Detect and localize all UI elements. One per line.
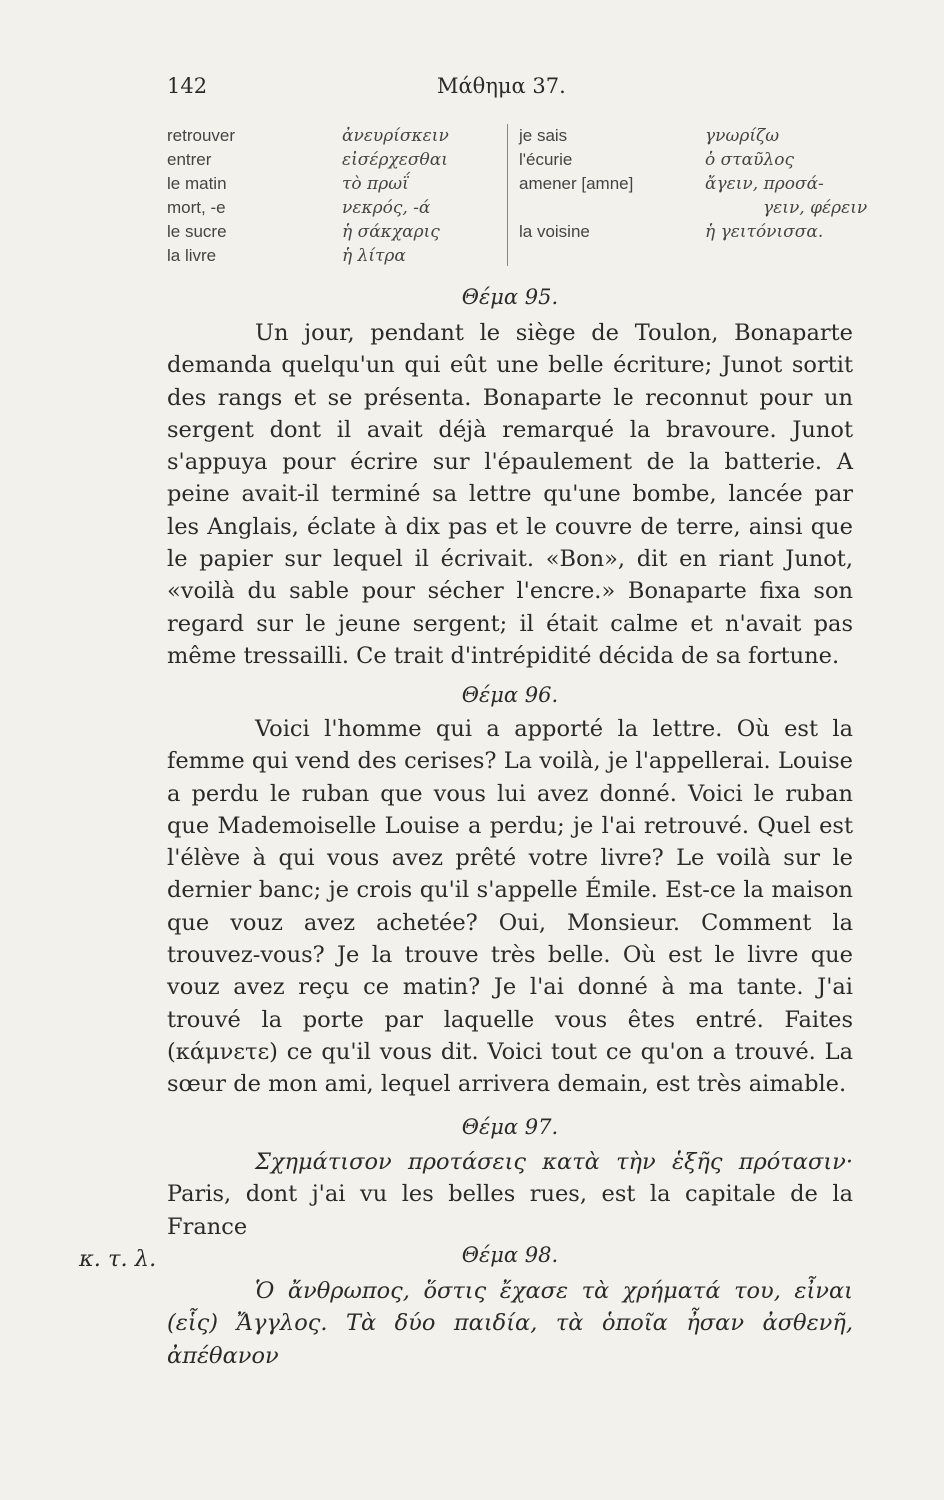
vocab-translation: τὸ πρωΐ (342, 174, 409, 194)
vocab-word: le sucre (167, 222, 227, 241)
vocab-translation: γνωρίζω (705, 126, 780, 146)
vocab-word: retrouver (167, 126, 236, 145)
vocab-translation: ὁ σταῦλος (705, 150, 794, 170)
theme-95-text (167, 317, 853, 672)
vocab-translation: νεκρός, -ά (342, 198, 431, 218)
theme-98-title: Θέμα 98. (461, 1243, 559, 1267)
vocab-translation: εἰσέρχεσθαι (342, 150, 448, 170)
vocab-word: entrer (167, 150, 212, 169)
vocab-column-french-1 (167, 124, 307, 268)
vocab-translation: ἡ λίτρα (342, 246, 406, 266)
vocab-translation: ἀνευρίσκειν (342, 126, 449, 146)
paragraph: Ὁ ἄνθρωπος, ὅστις ἔχασε τὰ χρήματά του, εἶναι (εἷς) Ἄγγλος. Τὰ δύο παιδία, τὰ ὁποῖα ἦσαν ἀσθενῆ, ἀπέθανον (167, 1278, 853, 1369)
theme-96-text (167, 713, 853, 1101)
paragraph: Voici l'homme qui a apporté la lettre. Où est la femme qui vend des cerises? La voilà, je l'appellerai. Louise a perdu le ruban que vous lui avez donné. Voici le ruban que Mademoiselle Louise a perdu; je l'ai retrouvé. Quel est l'élève à qui vous avez prêté votre livre? Le voilà sur le dernier banc; je crois qu'il s'appelle Émile. Est-ce la maison que vouz avez achetée? Oui, Monsieur. Comment la trouvez-vous? Je la trouve très belle. Où est le livre que vouz avez reçu ce matin? Je l'ai donné à ma tante. J'ai trouvé la porte par laquelle vous êtes entré. Faites (κάμνετε) ce qu'il vous dit. Voici tout ce qu'on a trouvé. La sœur de mon ami, lequel arrivera demain, est très aimable. (167, 716, 853, 1098)
vocab-translation: γειν, φέρειν (763, 198, 868, 218)
instruction: Σχημάτισον προτάσεις κατὰ τὴν ἑξῆς πρότασιν· (255, 1149, 853, 1175)
vocab-word: mort, -e (167, 198, 226, 217)
vocab-translation: ἡ γειτόνισσα. (705, 222, 824, 242)
vocab-word: le matin (167, 174, 227, 193)
theme-98-text (167, 1275, 853, 1372)
vocab-word: la livre (167, 246, 217, 265)
vocab-column-greek-2 (705, 124, 867, 244)
vocab-word: l'écurie (519, 150, 573, 169)
vocabulary-table (167, 124, 867, 274)
vocab-word: la voisine (519, 222, 590, 241)
vocab-column-french-2 (519, 124, 689, 244)
vocab-word: amener [amne] (519, 174, 634, 193)
lesson-title: Μάθημα 37. (437, 74, 566, 98)
vocab-divider (507, 124, 508, 266)
paragraph: Un jour, pendant le siège de Toulon, Bonaparte demanda quelqu'un qui eût une belle écriture; Junot sortit des rangs et se présenta. Bonaparte le reconnut pour un sergent dont il avait déjà remarqué la bravoure. Junot s'appuya pour écrire sur l'épaulement de la batterie. A peine avait-il terminé sa lettre qu'une bombe, lancée par les Anglais, éclate à dix pas et le couvre de terre, ainsi que le papier sur lequel il écrivait. «Bon», dit en riant Junot, «voilà du sable pour sécher l'encre.» Bonaparte fixa son regard sur le jeune sergent; il était calme et n'avait pas même tressailli. Ce trait d'intrépidité décida de sa fortune. (167, 320, 853, 669)
page-number: 142 (167, 74, 208, 98)
vocab-translation: ἡ σάκχαρις (342, 222, 440, 242)
vocab-translation: ἄγειν, προσά- (705, 174, 824, 194)
vocab-column-greek-1 (342, 124, 502, 268)
theme-96-title: Θέμα 96. (461, 683, 559, 707)
page-header (167, 74, 857, 104)
theme-95-title: Θέμα 95. (461, 285, 559, 309)
vocab-word (519, 196, 689, 220)
vocab-word: je sais (519, 126, 568, 145)
etc-abbrev: κ. τ. λ. (79, 1245, 157, 1272)
example-sentence: Paris, dont j'ai vu les belles rues, est la capitale de la France (167, 1181, 853, 1240)
theme-97-title: Θέμα 97. (461, 1115, 559, 1139)
